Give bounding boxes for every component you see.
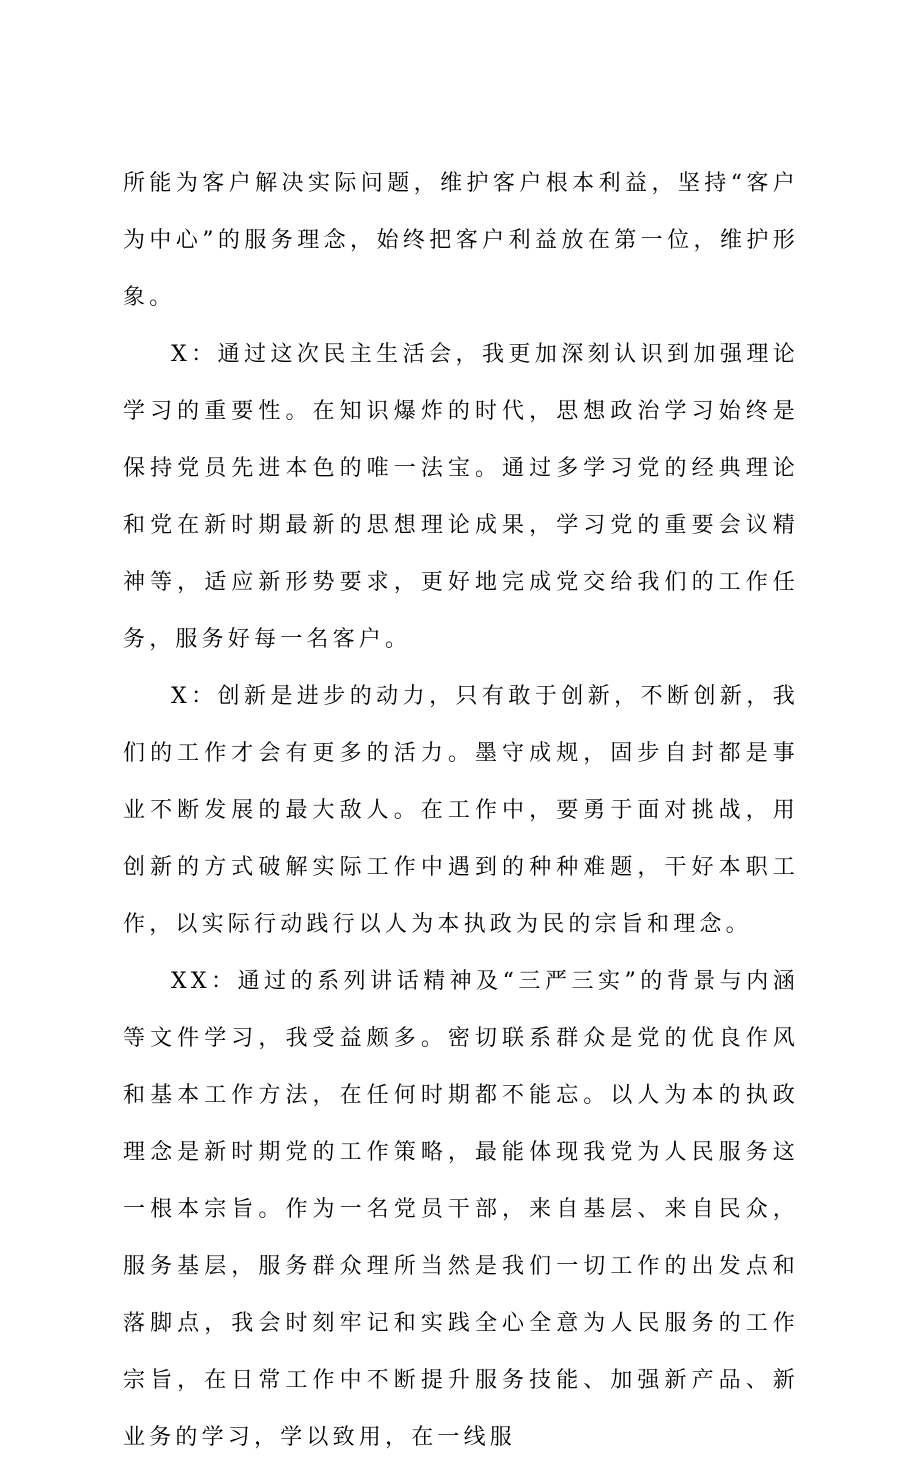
paragraph-3: X：创新是进步的动力，只有敢于创新，不断创新，我们的工作才会有更多的活力。墨守成规，固步自封都是事业不断发展的最大敌人。在工作中，要勇于面对挑战，用创新的方式破解实际工作中遇到的种种难题，干好本职工作，以实际行动践行以人为本执政为民的宗旨和理念。	[123, 684, 799, 937]
paragraph-1: 所能为客户解决实际问题，维护客户根本利益，坚持“客户为中心”的服务理念，始终把客户利益放在第一位，维护形象。	[123, 171, 799, 310]
paragraph-2: X：通过这次民主生活会，我更加深刻认识到加强理论学习的重要性。在知识爆炸的时代，思想政治学习始终是保持党员先进本色的唯一法宝。通过多学习党的经典理论和党在新时期最新的思想理论成果，学习党的重要会议精神等，适应新形势要求，更好地完成党交给我们的工作任务，服务好每一名客户。	[123, 342, 799, 652]
document-body	[123, 155, 799, 1466]
paragraph-4: XX：通过的系列讲话精神及“三严三实”的背景与内涵等文件学习，我受益颇多。密切联系群众是党的优良作风和基本工作方法，在任何时期都不能忘。以人为本的执政理念是新时期党的工作策略，最能体现我党为人民服务这一根本宗旨。作为一名党员干部，来自基层、来自民众，服务基层，服务群众理所当然是我们一切工作的出发点和落脚点，我会时刻牢记和实践全心全意为人民服务的工作宗旨，在日常工作中不断提升服务技能、加强新产品、新业务的学习，学以致用，在一线服	[123, 969, 799, 1450]
